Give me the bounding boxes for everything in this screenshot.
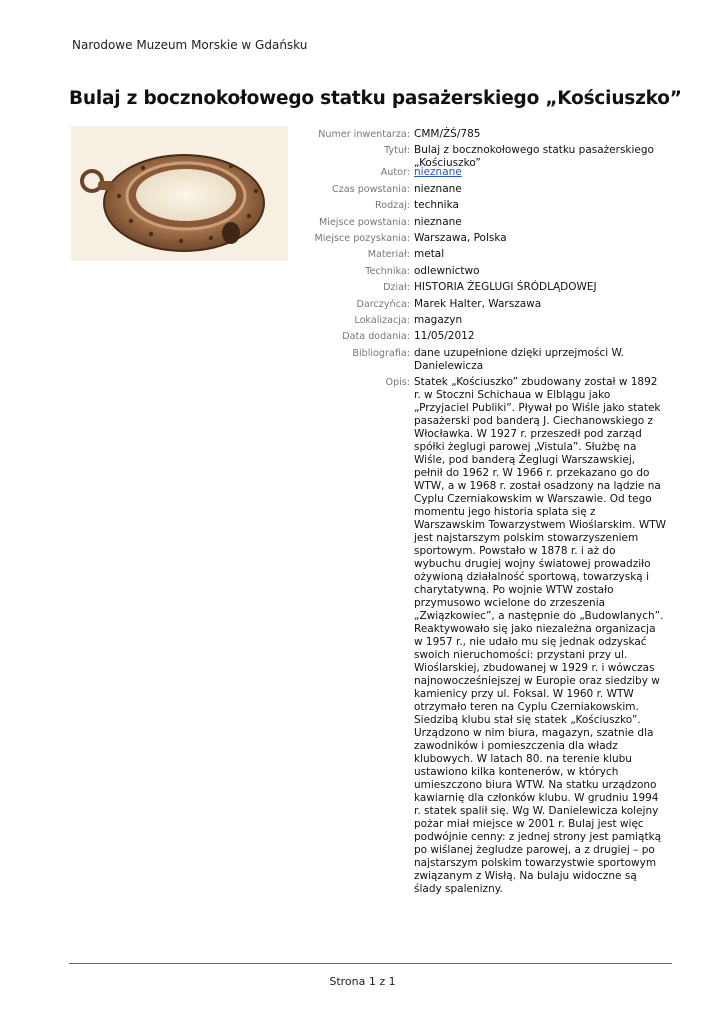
hinge-arm [98, 181, 114, 190]
field-material [300, 248, 675, 261]
field-value: Bulaj z bocznokołowego statku pasażerskiego „Kościuszko” [414, 144, 654, 170]
field-label: Lokalizacja: [354, 314, 410, 326]
field-value: Marek Halter, Warszawa [414, 297, 542, 310]
field-value: 11/05/2012 [414, 330, 475, 343]
field-label: Miejsce powstania: [318, 216, 410, 228]
field-creation-time [300, 183, 675, 196]
field-label: Technika: [365, 265, 410, 277]
field-value: metal [414, 248, 445, 261]
latch-bolt [222, 222, 240, 244]
field-label: Bibliografia: [352, 347, 410, 359]
field-label: Opis: [385, 377, 410, 389]
porthole-photo [71, 126, 288, 261]
field-value: Statek „Kościuszko” zbudowany został w 1892 r. w Stoczni Schichaua w Elblągu jako „Przyjaciel Publiki”. Pływał po Wiśle jako statek pasażerski pod banderą J. Ciechanowskiego z Włocławka. W 1927 r. przeszedł pod zarząd spółki żeglugi parowej „Vistula”. Służbę na Wiśle, pod banderą Żeglugi Warszawskiej, pełnił do 1962 r. W 1966 r. przekazano go do WTW, a w 1968 r. został osadzony na lądzie na Cyplu Czerniakowskim w Warszawie. Od tego momentu jego historia splata się z Warszawskim Towarzystwem Wioślarskim. WTW jest najstarszym polskim stowarzyszeniem sportowym. Powstało w 1878 r. i aż do wybuchu drugiej wojny światowej prowadziło ożywioną działalność sportową, towarzyską i charytatywną. Po wojnie WTW zostało przymusowo wcielone do zrzeszenia „Związkowiec”, a następnie do „Budowlanych”. Reaktywowało się jako niezależna organizacja w 1957 r., nie udało mu się jednak odzyskać swoich nieruchomości: przystani przy ul. Wioślarskiej, zbudowanej w 1929 r. i wówczas najnowocześniejszej w Europie oraz siedziby w kamienicy przy ul. Foksal. W 1960 r. WTW otrzymało teren na Cyplu Czerniakowskim. Siedzibą klubu stał się statek „Kościuszko”. Urządzono w nim biura, magazyn, szatnie dla zawodników i pomieszczenia dla władz klubowych. W latach 80. na terenie klubu ustawiono kilka kontenerów, w których umieszczono biura WTW. Na statku urządzono kawiarnię dla członków klubu. W grudniu 1994 r. statek spalił się. Wg W. Danielewicza kolejny pożar miał miejsce w 2001 r. Bulaj jest więc podwójnie cenny: z jednej strony jest pamiątką po wiślanej żegludze parowej, a z drugiej – po najstarszym polskim towarzystwie sportowym związanym z Wisłą. Na bulaju widoczne są ślady spalenizny. [414, 376, 666, 896]
rim-rivet [179, 239, 183, 243]
field-value: odlewnictwo [414, 264, 480, 277]
field-value: CMM/ŻŚ/785 [414, 128, 481, 140]
field-bibliography [300, 347, 675, 373]
rim-rivet [129, 219, 133, 223]
field-value: dane uzupełnione dzięki uprzejmości W. Danielewicza [414, 346, 625, 372]
rim-rivet [141, 166, 145, 170]
field-label: Darczyńca: [356, 298, 410, 310]
field-author [300, 166, 675, 179]
field-label: Dział: [383, 282, 410, 294]
field-value: nieznane [414, 215, 462, 228]
field-technique [300, 265, 675, 278]
field-label: Materiał: [367, 249, 410, 261]
field-date-added [300, 330, 675, 343]
field-value: HISTORIA ŻEGLUGI ŚRÓDLĄDOWEJ [414, 281, 597, 294]
field-value: magazyn [414, 313, 463, 326]
rim-rivet [229, 164, 233, 168]
field-description [300, 376, 675, 896]
field-label: Data dodania: [342, 331, 410, 343]
rim-rivet [247, 214, 251, 218]
author-link[interactable]: nieznane [414, 166, 462, 179]
field-value: Warszawa, Polska [414, 231, 507, 244]
field-location [300, 314, 675, 327]
rim-rivet [117, 194, 121, 198]
field-type [300, 199, 675, 212]
field-donor [300, 298, 675, 311]
page-title: Bulaj z bocznokołowego statku pasażerskiego „Kościuszko” [69, 88, 682, 109]
metadata-table [300, 128, 675, 899]
field-label: Tytuł: [384, 145, 410, 157]
rim-rivet [149, 232, 153, 236]
field-label: Rodzaj: [374, 200, 410, 212]
field-place-of-acquisition [300, 232, 675, 245]
field-inventory-number [300, 128, 675, 141]
field-value: technika [414, 199, 459, 212]
rim-rivet [209, 236, 213, 240]
field-label: Autor: [380, 167, 410, 179]
museum-header: Narodowe Muzeum Morskie w Gdańsku [72, 38, 308, 52]
rim-rivet [254, 189, 258, 193]
field-place-of-creation [300, 216, 675, 229]
field-value: nieznane [414, 182, 462, 195]
page-number: Strona 1 z 1 [329, 975, 396, 988]
porthole-glass [136, 169, 236, 221]
field-label: Czas powstania: [332, 183, 410, 195]
field-department [300, 281, 675, 294]
field-label: Miejsce pozyskania: [314, 232, 410, 244]
footer-divider [69, 963, 672, 964]
field-label: Numer inwentarza: [318, 129, 410, 140]
